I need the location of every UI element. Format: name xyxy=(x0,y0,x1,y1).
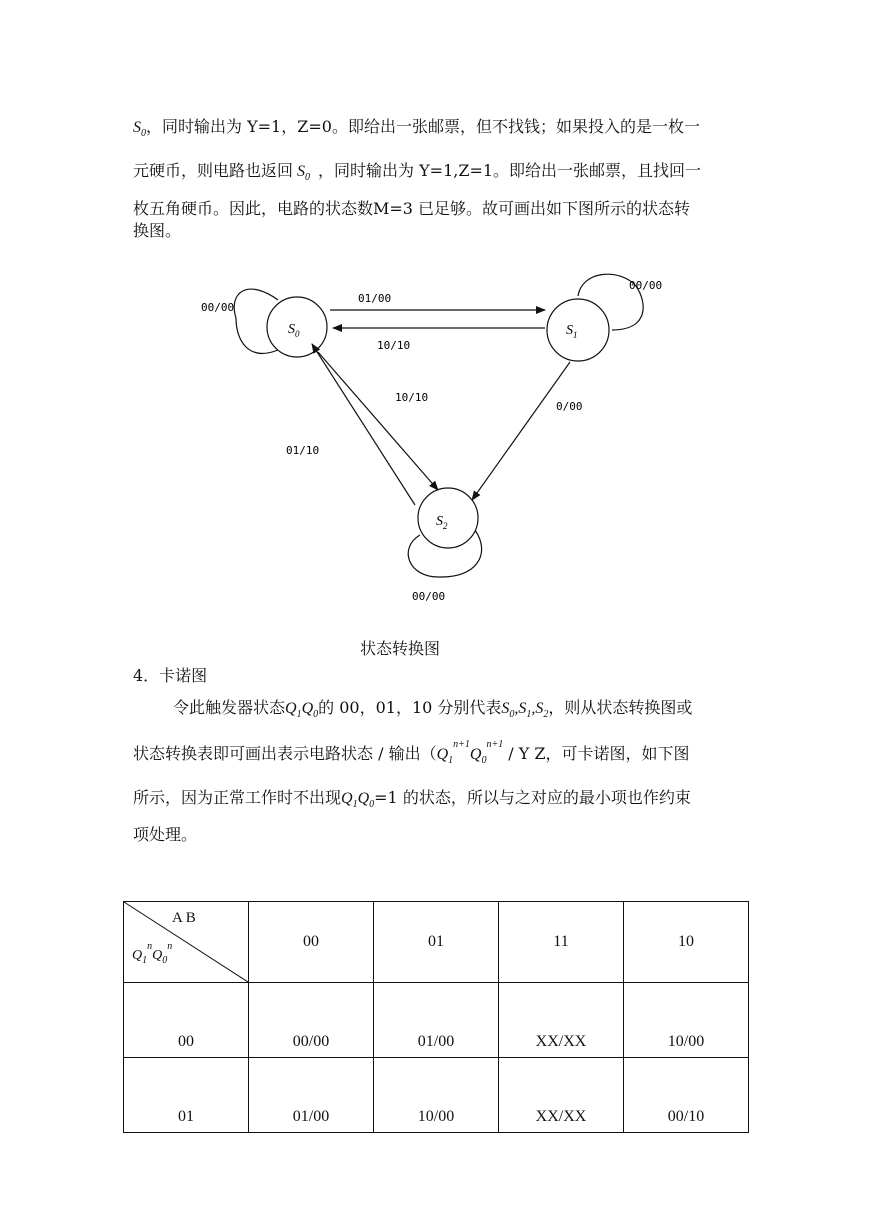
para1-line3: 枚五角硬币。因此，电路的状态数M=3 已足够。故可画出如下图所示的状态转 xyxy=(133,199,691,218)
para1-line1: $S_0$，同时输出为 Y=1，Z=0。即给出一张邮票，但不找钱；如果投入的是一枚一 xyxy=(133,117,700,140)
column-header: 10 xyxy=(624,902,749,983)
edge-label-s0-s1: 01/00 xyxy=(358,292,392,305)
table-cell: 00/00 xyxy=(249,983,374,1058)
corner-top-label: A B xyxy=(172,910,196,926)
edge-label-s1-s2: 0/00 xyxy=(556,400,583,413)
table-cell: 10/00 xyxy=(374,1058,499,1133)
edge-label-s1-self: 00/00 xyxy=(629,279,663,292)
table-corner-cell xyxy=(124,902,249,983)
state-label-s2: $S_2$ xyxy=(436,514,448,531)
column-header: 00 xyxy=(249,902,374,983)
state-set: $S_0,S_1,S_2$ xyxy=(501,700,549,721)
section4-line4: 项处理。 xyxy=(133,825,198,844)
row-header: 00 xyxy=(124,983,249,1058)
table-header-row xyxy=(124,902,749,983)
section4-line3: 所示，因为正常工作时不出现$Q_1Q_0=1$ 的状态，所以与之对应的最小项也作约束 xyxy=(133,788,691,811)
edge-label-s0-self: 00/00 xyxy=(201,301,235,314)
para1-line2: 元硬币，则电路也返回 $S_0$ ，同时输出为 Y=1,Z=1。即给出一张邮票，且找回一 xyxy=(133,161,702,184)
state-s2 xyxy=(418,488,478,548)
state-label-s0: $S_0$ xyxy=(288,322,300,339)
column-header: 11 xyxy=(499,902,624,983)
table-cell: XX/XX xyxy=(499,983,624,1058)
table-cell: XX/XX xyxy=(499,1058,624,1133)
q-symbol: $Q_1Q_0$ xyxy=(341,790,375,811)
section-heading: 4．卡诺图 xyxy=(133,666,208,685)
edge-label-s1-s0: 10/10 xyxy=(377,339,411,352)
table-cell: 10/00 xyxy=(624,983,749,1058)
state-s0 xyxy=(267,297,327,357)
diagram-caption: 状态转换图 xyxy=(359,639,440,658)
table-row xyxy=(124,983,749,1058)
row-header: 01 xyxy=(124,1058,249,1133)
table-cell: 01/00 xyxy=(374,983,499,1058)
state-symbol: $S_0$ xyxy=(297,163,311,184)
column-header: 01 xyxy=(374,902,499,983)
state-symbol: $S_0$ xyxy=(133,119,146,140)
edge-s1-s2 xyxy=(472,362,570,500)
edge-s2-s0 xyxy=(312,344,415,505)
q-next-symbol: $Q_1^{n+1}Q_0^{n+1}$ xyxy=(436,738,504,767)
edge-label-s2-self: 00/00 xyxy=(412,590,446,603)
table-cell: 00/10 xyxy=(624,1058,749,1133)
table-cell: 01/00 xyxy=(249,1058,374,1133)
edge-label-s2-s0: 01/10 xyxy=(286,444,320,457)
table-row xyxy=(124,1058,749,1133)
section4-line2: 状态转换表即可画出表示电路状态 / 输出（$Q_1^{n+1}Q_0^{n+1}$ / Y Z，可卡诺图，如下图 xyxy=(133,738,690,767)
state-s1 xyxy=(547,299,609,361)
edge-s0-s2 xyxy=(318,352,438,490)
karnaugh-map-table xyxy=(123,901,749,1133)
corner-bottom-label: $Q_1^nQ_0^n$ xyxy=(132,941,173,966)
q-symbol: $Q_1Q_0$ xyxy=(285,700,319,721)
section4-line1: 令此触发器状态$Q_1Q_0$的 00，01，10 分别代表$S_0,S_1,S_2$，则从状态转换图或 xyxy=(173,698,693,721)
para1-line4: 换图。 xyxy=(133,221,182,240)
state-label-s1: $S_1$ xyxy=(566,323,578,340)
edge-label-s0-s2: 10/10 xyxy=(395,391,429,404)
